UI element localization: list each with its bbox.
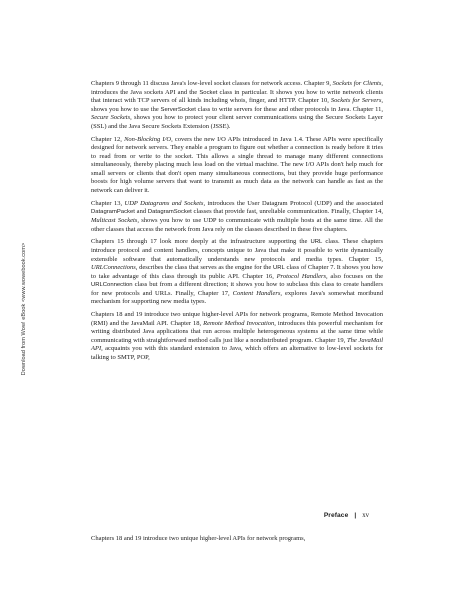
code-term: DatagramPacket (91, 209, 135, 216)
text-run: Chapters 9 through 11 discuss Java's low-level socket classes for network access. Chapter 9, (91, 80, 333, 87)
paragraph-chapters-18-19 (91, 311, 383, 362)
page-footer (324, 512, 369, 519)
code-term: URL (310, 239, 323, 246)
body-text (91, 80, 383, 367)
text-run: , describes the class that serves as the engine for the (135, 264, 273, 272)
paragraph-chapters-13-14 (91, 200, 383, 234)
text-run: Chapters 18 and 19 introduce two unique higher-level APIs for network programs, (91, 535, 306, 542)
text-run: class in particular. It shows you how to write network clients that interact with TCP servers of all kinds including whois, finger, and HTTP. Chapter 10, (91, 88, 383, 105)
footer-section-label: Preface (323, 512, 349, 519)
text-run: class. These chapters introduce protocol and content handlers, concepts unique to Java that make it possible to write dynamically extensible software that automatically understands new protocols and media types. Chapter 15, (91, 238, 383, 263)
text-run: Chapter 13, (91, 199, 125, 207)
text-run: , acquaints you with this standard extension to Java, which offers an alternative to low-level sockets for talking to SMTP, POP, (91, 345, 383, 361)
code-term: Socket (199, 89, 218, 96)
chapter-title: Secure Sockets (91, 114, 131, 122)
text-run: , introduces the Java sockets API and the (91, 80, 383, 96)
chapter-title: Remote Method Invocation (203, 319, 275, 327)
chapter-title: The JavaMail API (91, 336, 384, 353)
chapter-title: URLConnections (91, 264, 136, 272)
text-run: class to write servers for these and other protocols in Java. Chapter 11, (195, 105, 384, 113)
text-run: and (134, 208, 148, 216)
text-run: , also focuses on the (326, 272, 384, 280)
text-run: Chapter 12, (91, 135, 125, 143)
text-run: , shows you how to use UDP to communicate with multiple hosts at the same time. All the other classes that access the network from Java rely on the classes described in these five chapters. (91, 216, 384, 233)
footer-separator: | (354, 512, 357, 519)
chapter-title: UDP Datagrams and Sockets (124, 199, 204, 207)
chapter-title: Protocol Handlers (276, 272, 327, 280)
text-run: , shows you how to protect your client server communications using the Secure Sockets Layer (SSL) and the Java Secure Sockets Extension (JSSE). (91, 114, 383, 130)
chapter-title: Sockets for Clients (332, 80, 382, 87)
paragraph-chapters-15-17 (91, 238, 383, 306)
text-run: class but from a different direction; it shows you how to subclass this class to create handlers for new protocols and URLs. Finally, Chapter 17, (91, 281, 383, 297)
text-run: Chapters 18 and 19 introduce two unique higher-level APIs for network programs, Remote Method Invocation (RMI) and the JavaMail API. Chapter 18, (91, 311, 383, 327)
chapter-title: Content Handlers (232, 289, 281, 297)
page-number: xv (362, 512, 369, 519)
text-run: classes that provide fast, unreliable communication. Finally, Chapter 14, (191, 208, 384, 216)
text-run: , introduces the User Datagram Protocol (UDP) and the associated (203, 199, 383, 207)
chapter-title: Sockets for Servers (330, 97, 382, 105)
paragraph-chapters-9-11 (91, 80, 383, 131)
chapter-title: Multicast Sockets (91, 216, 138, 224)
code-term: DatagramSocket (147, 209, 192, 216)
chapter-title: Non-Blocking I/O (124, 135, 172, 143)
text-run: , explores Java's somewhat moribund mechanism for supporting new media types. (91, 289, 384, 306)
text-run: Chapters 15 through 17 look more deeply at the infrastructure supporting the (91, 238, 311, 246)
code-term: ServerSocket (160, 106, 196, 113)
code-term: URLConnection (91, 282, 133, 289)
paragraph-chapter-12 (91, 136, 383, 196)
side-watermark: Download from Wow! eBook <www.wowebook.com> (21, 242, 27, 376)
text-run: , covers the new I/O APIs introduced in Java 1.4. These APIs were specifically designed for network servers. They enable a program to figure out whether a connection is ready before it tries to read from or write to the socket. This allows a single thread to manage many different connections simultaneously, thereby placing much less load on the virtual machine. The new I/O APIs don't help much for small servers or clients that don't open many simultaneous connections, but they provide huge performance boosts for high volume servers that want to transmit as much data as the network can handle as fast as the network can deliver it. (91, 135, 383, 194)
text-run: , introduces this powerful mechanism for writing distributed Java applications that run across multiple heterogeneous systems at the same time while communicating with straightforward method calls just like a nondistributed program. Chapter 19, (91, 319, 383, 344)
text-run: class of Chapter 7. It shows you how to take advantage of this class through its public API. Chapter 16, (91, 264, 384, 280)
paragraph-next-page-start (91, 535, 383, 544)
text-run: , shows you how to use the (91, 97, 383, 113)
code-term: URL (273, 265, 285, 272)
